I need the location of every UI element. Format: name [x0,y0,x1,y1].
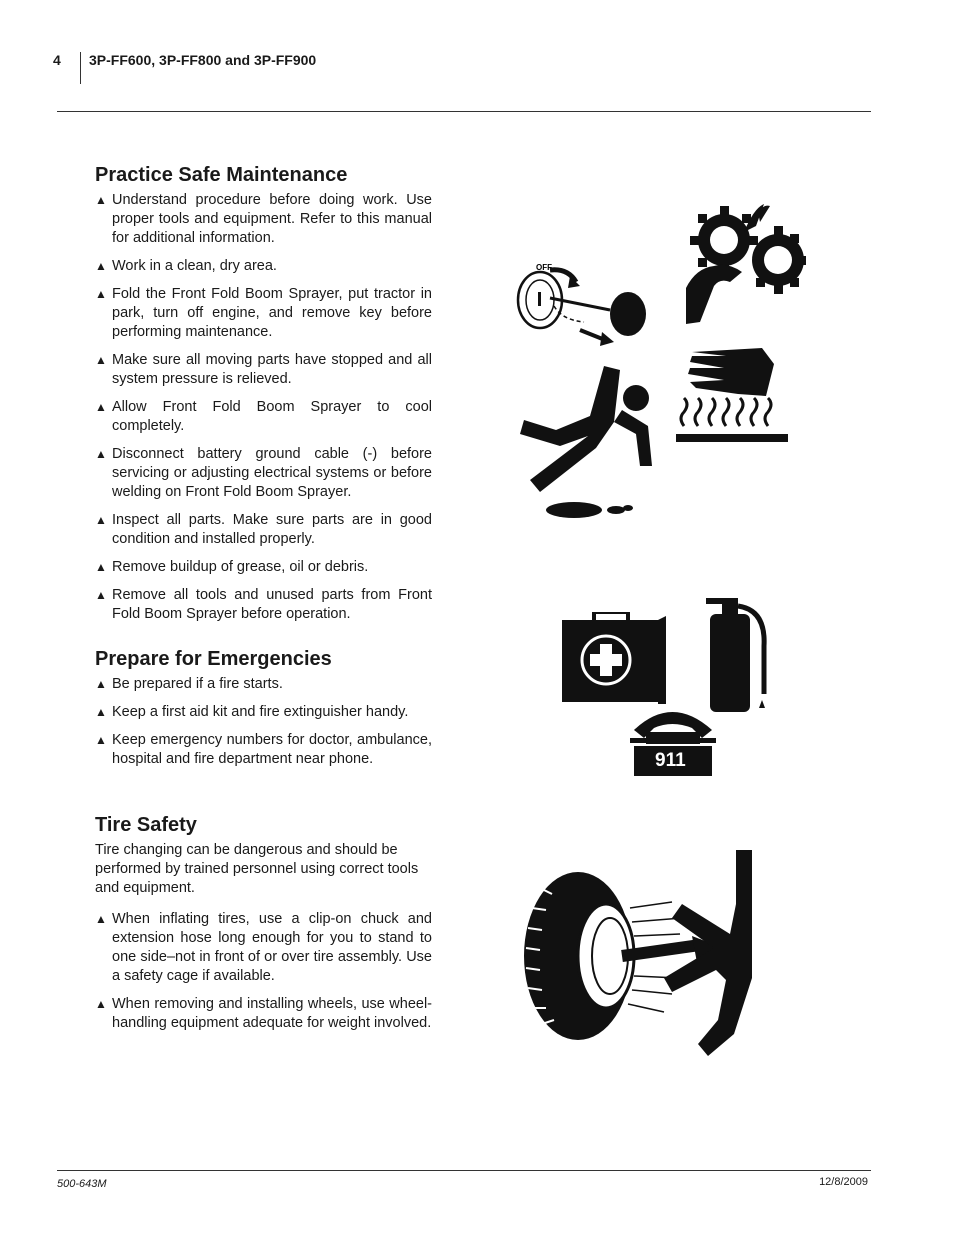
bullet-triangle-icon: ▲ [95,912,107,926]
section-safe-maintenance [95,163,432,633]
ignition-off-label: OFF [536,263,552,272]
emergency-number-label: 911 [655,750,686,771]
fire-extinguisher-icon [702,596,774,714]
list-item: ▲ Allow Front Fold Boom Sprayer to cool completely. [95,399,432,434]
bullet-triangle-icon: ▲ [95,193,107,207]
footer-rule [57,1170,871,1171]
list-item: ▲ Work in a clean, dry area. [95,258,277,274]
section-title: Tire Safety [95,814,197,836]
list-item: ▲ Understand procedure before doing work. Use proper tools and equipment. Refer to this manual for additional information. [95,192,432,246]
header-title: 3P-FF600, 3P-FF800 and 3P-FF900 [89,52,317,68]
slip-fall-hazard-icon [518,364,658,524]
section-intro: Tire changing can be dangerous and should be performed by trained personnel using correct tools and equipment. [95,842,419,896]
list-item: ▲ When inflating tires, use a clip-on chuck and extension hose long enough for you to stand to one side–not in front of or over tire assembly. Use a safety cage if available. [95,911,432,984]
ignition-key-off-icon [510,258,650,348]
list-item: ▲ Fold the Front Fold Boom Sprayer, put tractor in park, turn off engine, and remove key before performing maintenance. [95,286,432,340]
bullet-triangle-icon: ▲ [95,400,107,414]
list-item: ▲ Keep a first aid kit and fire extinguisher handy. [95,704,409,720]
bullet-triangle-icon: ▲ [95,705,107,719]
bullet-triangle-icon: ▲ [95,287,107,301]
list-item: ▲ Keep emergency numbers for doctor, ambulance, hospital and fire department near phone. [95,732,432,767]
list-item: ▲ Remove all tools and unused parts from Front Fold Boom Sprayer before operation. [95,587,432,622]
section-title: Prepare for Emergencies [95,648,332,670]
page-number: 4 [53,52,61,68]
list-item: ▲ When removing and installing wheels, use wheel-handling equipment adequate for weight involved. [95,996,432,1031]
hand-entanglement-gears-icon [684,202,808,326]
footer-doc-number: 500-643M [57,1178,107,1190]
footer-date: 12/8/2009 [819,1176,868,1188]
bullet-list [95,191,432,624]
header-divider [80,52,81,84]
bullet-triangle-icon: ▲ [95,513,107,527]
list-item: ▲ Remove buildup of grease, oil or debris. [95,559,369,575]
list-item: ▲ Make sure all moving parts have stopped and all system pressure is relieved. [95,352,432,387]
section-tire-safety [95,813,432,1042]
list-item: ▲ Be prepared if a fire starts. [95,676,283,692]
bullet-triangle-icon: ▲ [95,997,107,1011]
bullet-triangle-icon: ▲ [95,447,107,461]
bullet-triangle-icon: ▲ [95,560,107,574]
header-rule [57,111,871,112]
hot-surface-hazard-icon [676,346,788,446]
section-title: Practice Safe Maintenance [95,164,348,186]
bullet-triangle-icon: ▲ [95,259,107,273]
section-emergencies [95,647,432,778]
bullet-triangle-icon: ▲ [95,588,107,602]
first-aid-kit-icon [560,612,668,708]
bullet-triangle-icon: ▲ [95,733,107,747]
bullet-triangle-icon: ▲ [95,677,107,691]
bullet-triangle-icon: ▲ [95,353,107,367]
bullet-list [95,675,432,769]
list-item: ▲ Inspect all parts. Make sure parts are in good condition and installed properly. [95,512,432,547]
list-item: ▲ Disconnect battery ground cable (-) before servicing or adjusting electrical systems or before welding on Front Fold Boom Sprayer. [95,446,432,500]
tire-explosion-hazard-icon [522,848,758,1056]
bullet-list [95,910,432,1033]
